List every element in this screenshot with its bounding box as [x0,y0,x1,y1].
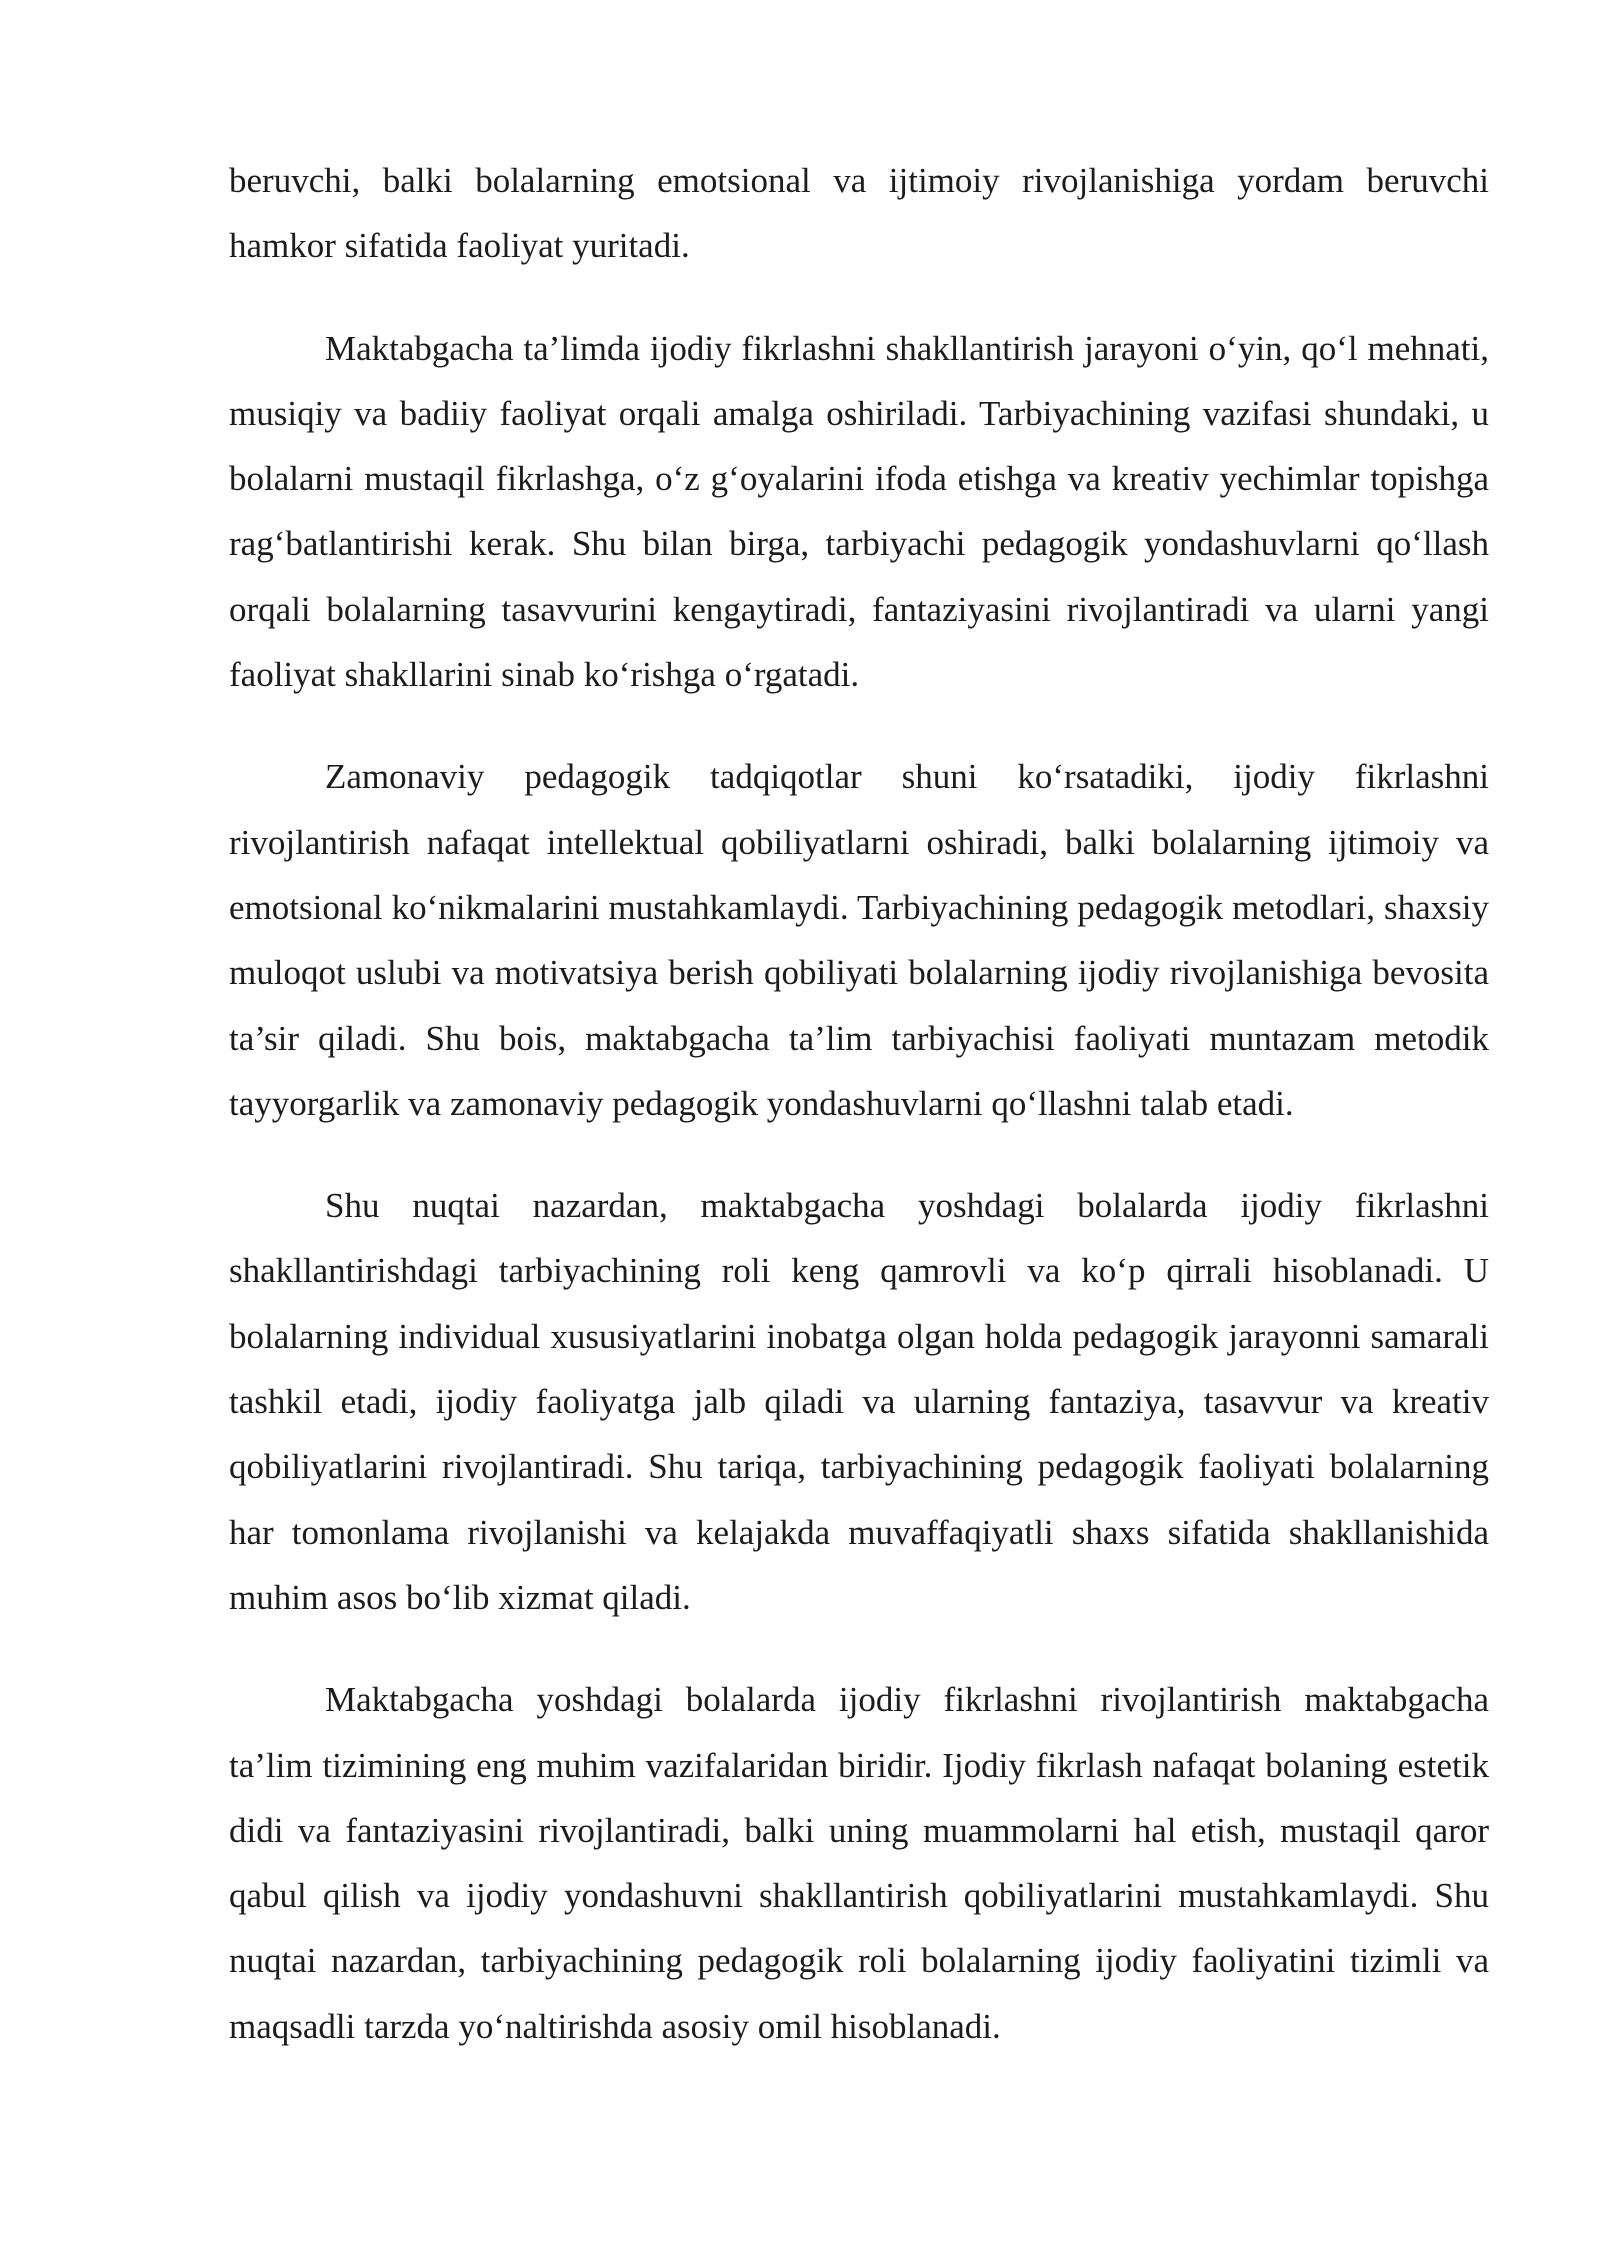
paragraph-conclusion: Maktabgacha yoshdagi bolalarda ijodiy fikrlashni rivojlantirish maktabgacha ta’lim tizimining eng muhim vazifalaridan biridir. Ijodiy fikrlash nafaqat bolaning estetik didi va fantaziyasini rivojlantiradi, balki uning muammolarni hal etish, mustaqil qaror qabul qilish va ijodiy yondashuvni shakllantirish qobiliyatlarini mustahkamlaydi. Shu nuqtai nazardan, tarbiyachining pedagogik roli bolalarning ijodiy faoliyatini tizimli va maqsadli tarzda yo‘naltirishda asosiy omil hisoblanadi. [229,1680,1489,2046]
document-page [229,148,1489,2096]
paragraph-modern-research: Zamonaviy pedagogik tadqiqotlar shuni ko‘rsatadiki, ijodiy fikrlashni rivojlantirish nafaqat intellektual qobiliyatlarni oshiradi, balki bolalarning ijtimoiy va emotsional ko‘nikmalarini mustahkamlaydi. Tarbiyachining pedagogik metodlari, shaxsiy muloqot uslubi va motivatsiya berish qobiliyati bolalarning ijodiy rivojlanishiga bevosita ta’sir qiladi. Shu bois, maktabgacha ta’lim tarbiyachisi faoliyati muntazam metodik tayyorgarlik va zamonaviy pedagogik yondashuvlarni qo‘llashni talab etadi. [229,757,1489,1123]
paragraph-continuation: beruvchi, balki bolalarning emotsional va ijtimoiy rivojlanishiga yordam beruvchi hamkor sifatida faoliyat yuritadi. [229,161,1489,266]
paragraph-educator-role: Shu nuqtai nazardan, maktabgacha yoshdagi bolalarda ijodiy fikrlashni shakllantirishdagi tarbiyachining roli keng qamrovli va ko‘p qirrali hisoblanadi. U bolalarning individual xususiyatlarini inobatga olgan holda pedagogik jarayonni samarali tashkil etadi, ijodiy faoliyatga jalb qiladi va ularning fantaziya, tasavvur va kreativ qobiliyatlarini rivojlantiradi. Shu tariqa, tarbiyachining pedagogik faoliyati bolalarning har tomonlama rivojlanishi va kelajakda muvaffaqiyatli shaxs sifatida shakllanishida muhim asos bo‘lib xizmat qiladi. [229,1186,1489,1617]
paragraph-creative-thinking-process: Maktabgacha ta’limda ijodiy fikrlashni shakllantirish jarayoni o‘yin, qo‘l mehnati, musiqiy va badiiy faoliyat orqali amalga oshiriladi. Tarbiyachining vazifasi shundaki, u bolalarni mustaqil fikrlashga, o‘z g‘oyalarini ifoda etishga va kreativ yechimlar topishga rag‘batlantirishi kerak. Shu bilan birga, tarbiyachi pedagogik yondashuvlarni qo‘llash orqali bolalarning tasavvurini kengaytiradi, fantaziyasini rivojlantiradi va ularni yangi faoliyat shakllarini sinab ko‘rishga o‘rgatadi. [229,328,1489,695]
